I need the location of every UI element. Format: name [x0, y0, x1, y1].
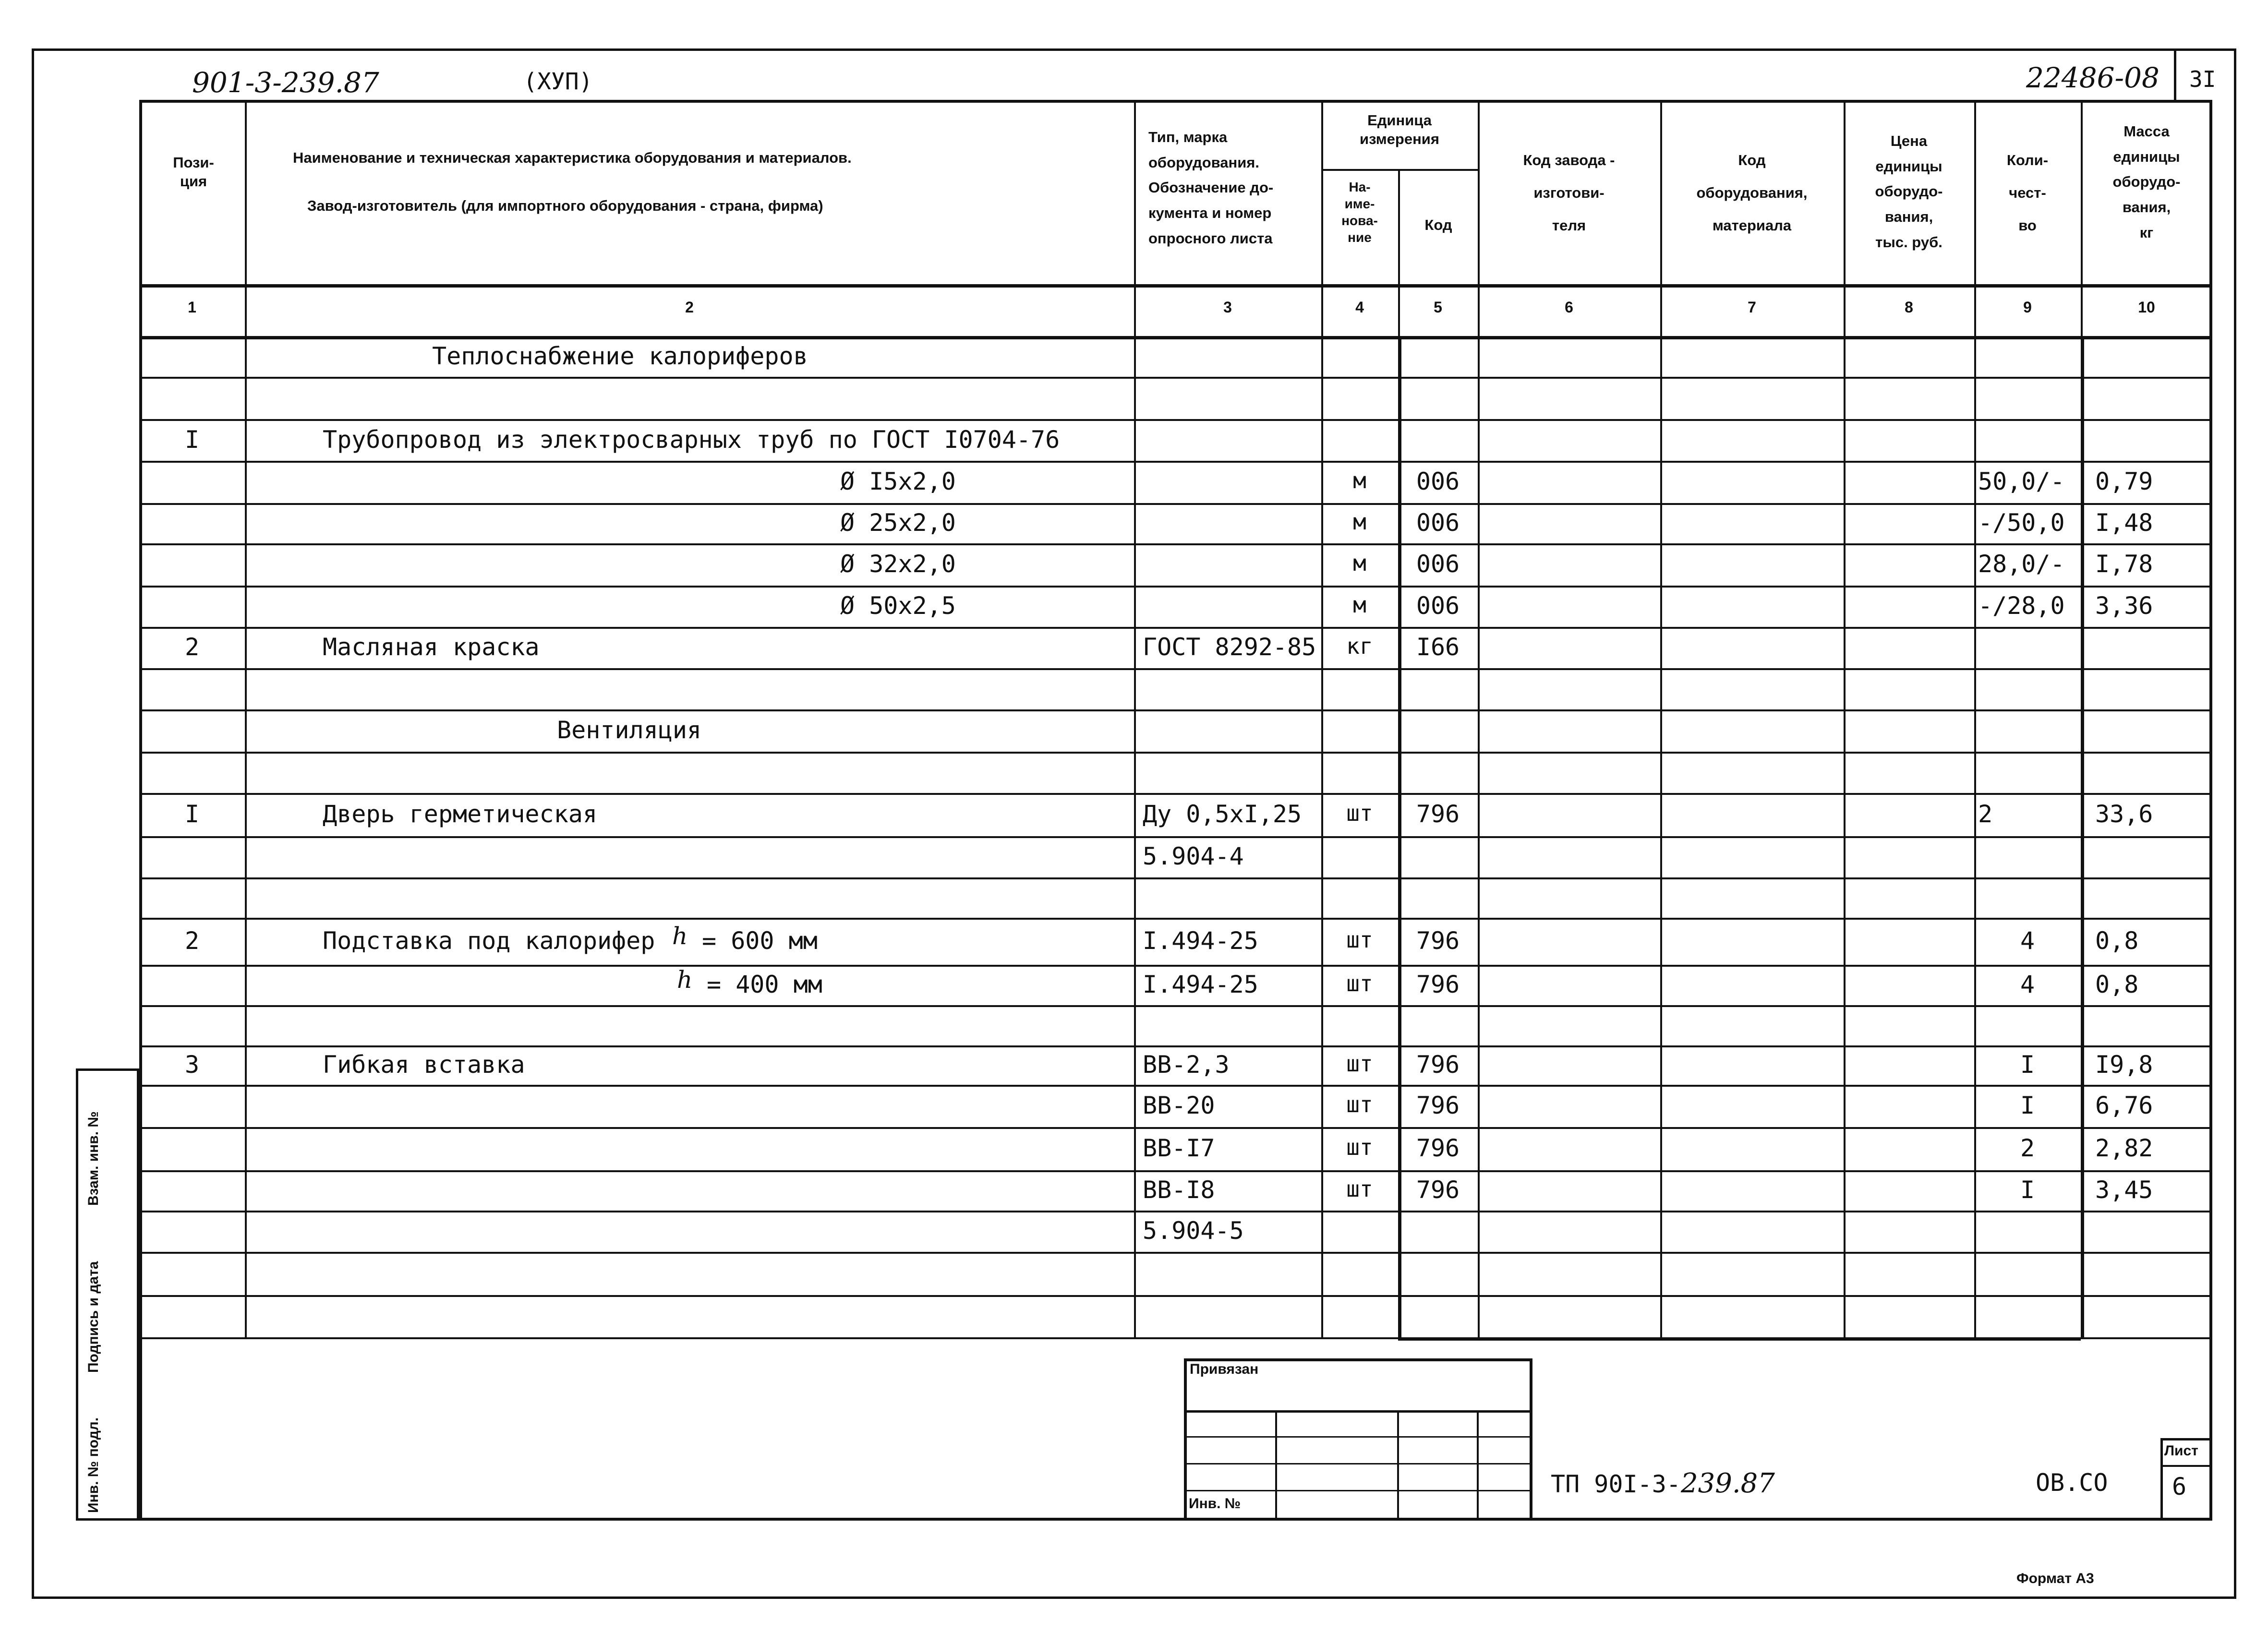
unit-code-cell: 796: [1416, 1176, 1460, 1204]
h-symbol: h: [672, 922, 688, 950]
grid-line: [139, 377, 2212, 379]
grid-line: [139, 461, 2212, 463]
quantity-cell: 2: [1978, 800, 1993, 828]
grid-line: [139, 503, 2212, 505]
type-cell: ВВ-20: [1143, 1092, 1215, 1119]
unit-code-cell: 796: [1416, 971, 1460, 998]
column-number: 9: [2023, 299, 2032, 316]
item-name: Теплоснабжение калориферов: [432, 342, 808, 370]
unit-code-cell: 006: [1416, 468, 1460, 495]
stamp-document-prefix: ТП 90I-3-: [1551, 1470, 1681, 1498]
grid-line: [139, 1045, 2212, 1047]
unit-cell: шт: [1346, 971, 1373, 996]
stamp-mark: ОВ.СО: [2036, 1469, 2108, 1497]
position-cell: I: [184, 425, 200, 454]
side-label-replaced-inv: Взам. инв. №: [85, 1111, 101, 1206]
grid-line: [139, 836, 2212, 838]
header-mass: Масса единицы оборудо- вания, кг: [2112, 123, 2181, 241]
quantity-cell: I: [2020, 1051, 2035, 1079]
header-position: Пози- ция: [173, 154, 214, 190]
column-number: 8: [1905, 299, 1913, 316]
mass-cell: 0,8: [2095, 927, 2139, 955]
quantity-cell: I: [2020, 1176, 2035, 1204]
header-unit-group: Единица измерения: [1360, 112, 1439, 147]
item-name: Ø I5x2,0: [840, 468, 956, 495]
stamp-line: [1477, 1410, 1479, 1521]
side-label-original-inv: Инв. № подл.: [85, 1417, 101, 1513]
grid-line: [139, 1005, 2212, 1007]
stamp-line: [1530, 1358, 1532, 1521]
quantity-cell: 50,0/-: [1978, 468, 2065, 495]
unit-cell: м: [1353, 592, 1366, 618]
quantity-cell: 2: [2020, 1134, 2035, 1162]
column-number: 5: [1434, 299, 1442, 316]
header-unit-code: Код: [1424, 216, 1452, 233]
quantity-cell: -/50,0: [1978, 509, 2065, 537]
mass-cell: 6,76: [2095, 1092, 2153, 1119]
item-name: Ø 25x2,0: [840, 509, 956, 537]
mass-cell: 2,82: [2095, 1134, 2153, 1162]
position-cell: I: [184, 800, 200, 828]
unit-code-cell: 006: [1416, 592, 1460, 620]
grid-line: [139, 877, 2212, 879]
page-number: 3I: [2189, 66, 2216, 92]
grid-line: [139, 1170, 2212, 1172]
position-cell: 2: [184, 927, 200, 955]
unit-code-cell: 796: [1416, 927, 1460, 955]
height-value: = 600 мм: [702, 927, 818, 955]
unit-cell: м: [1353, 468, 1366, 493]
type-cell: 5.904-5: [1143, 1217, 1244, 1245]
type-cell: 5.904-4: [1143, 842, 1244, 870]
grid-line: [245, 100, 247, 1337]
grid-line: [139, 1085, 2212, 1087]
quantity-cell: 4: [2020, 971, 2035, 998]
grid-line: [139, 752, 2212, 754]
item-name: Ø 50x2,5: [840, 592, 956, 620]
unit-code-cell: 006: [1416, 550, 1460, 578]
grid-line: [1844, 100, 1846, 1337]
unit-code-cell: 006: [1416, 509, 1460, 537]
grid-line: [139, 543, 2212, 545]
position-cell: 2: [184, 633, 200, 661]
item-name: Подставка под калорифер: [323, 927, 655, 955]
unit-cell: шт: [1346, 800, 1373, 826]
grid-line: [139, 419, 2212, 421]
column-number: 6: [1565, 299, 1573, 316]
unit-code-cell: 796: [1416, 1092, 1460, 1119]
column-number: 1: [188, 299, 196, 316]
grid-line: [139, 793, 2212, 795]
grid-line: [139, 1127, 2212, 1129]
column-number: 10: [2138, 299, 2155, 316]
header-name-line1: Наименование и техническая характеристика оборудования и материалов.: [293, 149, 852, 166]
grid-line: [139, 284, 2212, 288]
column-number: 4: [1355, 299, 1364, 316]
project-code: 901-3-239.87: [192, 66, 379, 99]
mass-cell: I,78: [2095, 550, 2153, 578]
grid-line: [1398, 1337, 2081, 1341]
header-quantity: Коли- чест- во: [2006, 152, 2049, 234]
unit-cell: шт: [1346, 1134, 1373, 1160]
header-name-line2: Завод-изготовитель (для импортного оборудования - страна, фирма): [307, 197, 823, 214]
type-cell: ГОСТ 8292-85: [1143, 633, 1316, 661]
grid-line: [139, 627, 2212, 629]
stamp-line: [2160, 1465, 2212, 1467]
type-cell: ВВ-2,3: [1143, 1051, 1230, 1079]
unit-cell: шт: [1346, 1092, 1373, 1117]
unit-code-cell: 796: [1416, 1134, 1460, 1162]
stamp-line: [1397, 1410, 1399, 1521]
stamp-sheet-label: Лист: [2164, 1443, 2198, 1459]
unit-cell: шт: [1346, 927, 1373, 953]
stamp-line: [2160, 1438, 2163, 1521]
grid-line: [139, 1211, 2212, 1212]
type-cell: I.494-25: [1143, 971, 1258, 998]
grid-line: [139, 586, 2212, 588]
grid-line: [139, 709, 2212, 711]
unit-cell: шт: [1346, 1051, 1373, 1077]
quantity-cell: -/28,0: [1978, 592, 2065, 620]
unit-code-cell: I66: [1416, 633, 1460, 661]
quantity-cell: 4: [2020, 927, 2035, 955]
grid-line: [2081, 336, 2084, 1337]
grid-line: [139, 668, 2212, 670]
item-name: Дверь герметическая: [323, 800, 597, 828]
h-symbol: h: [677, 966, 693, 994]
quantity-cell: I: [2020, 1092, 2035, 1119]
item-name: Вентиляция: [557, 716, 702, 744]
grid-line: [1134, 100, 1136, 1337]
column-number: 7: [1748, 299, 1756, 316]
grid-line: [139, 918, 2212, 920]
height-value: = 400 мм: [707, 971, 822, 998]
unit-cell: м: [1353, 509, 1366, 535]
grid-line: [139, 965, 2212, 967]
type-cell: ВВ-I8: [1143, 1176, 1215, 1204]
position-cell: 3: [184, 1051, 200, 1079]
type-cell: ВВ-I7: [1143, 1134, 1215, 1162]
item-name: Трубопровод из электросварных труб по ГОСТ I0704-76: [323, 425, 1060, 454]
archive-number: 22486-08: [2026, 61, 2159, 94]
stamp-document-code: [1551, 1468, 1775, 1499]
mass-cell: I9,8: [2095, 1051, 2153, 1079]
item-name: Гибкая вставка: [323, 1051, 525, 1079]
unit-cell: м: [1353, 550, 1366, 576]
quantity-cell: 28,0/-: [1978, 550, 2065, 578]
stamp-line: [2160, 1438, 2212, 1440]
stamp-sheet-number: 6: [2172, 1473, 2187, 1500]
stamp-linked-label: Привязан: [1190, 1361, 1259, 1377]
unit-cell: кг: [1346, 633, 1373, 659]
header-equipment-code: Код оборудования, материала: [1696, 152, 1808, 234]
unit-cell: шт: [1346, 1176, 1373, 1202]
mass-cell: 0,8: [2095, 971, 2139, 998]
format-label: Формат А3: [2016, 1571, 2094, 1586]
grid-line: [139, 1252, 2212, 1254]
type-cell: I.494-25: [1143, 927, 1258, 955]
side-label-signature-date: Подпись и дата: [85, 1261, 101, 1373]
grid-line: [1660, 100, 1662, 1337]
stamp-line: [1184, 1358, 1187, 1521]
mass-cell: 33,6: [2095, 800, 2153, 828]
header-unit-name: На- име- нова- ние: [1341, 180, 1378, 245]
item-name: Масляная краска: [323, 633, 540, 661]
type-cell: Ду 0,5xI,25: [1143, 800, 1302, 828]
grid-line: [1478, 100, 1480, 1337]
item-name: Ø 32x2,0: [840, 550, 956, 578]
unit-code-cell: 796: [1416, 1051, 1460, 1079]
section-label: (ХУП): [523, 68, 593, 95]
column-number: 2: [685, 299, 694, 316]
grid-line: [139, 336, 2212, 339]
stamp-line: [1275, 1410, 1277, 1521]
header-price: Цена единицы оборудо- вания, тыс. руб.: [1875, 132, 1943, 251]
mass-cell: 3,45: [2095, 1176, 2153, 1204]
header-type: Тип, марка оборудования. Обозначение до- кумента и номер опросного листа: [1148, 129, 1274, 247]
header-factory-code: Код завода - изготови- теля: [1523, 152, 1615, 234]
stamp-inventory-label: Инв. №: [1189, 1496, 1241, 1512]
mass-cell: I,48: [2095, 509, 2153, 537]
column-number: 3: [1223, 299, 1232, 316]
stamp-document-suffix: 239.87: [1680, 1468, 1775, 1499]
grid-line: [139, 1295, 2212, 1297]
mass-cell: 0,79: [2095, 468, 2153, 495]
unit-code-cell: 796: [1416, 800, 1460, 828]
mass-cell: 3,36: [2095, 592, 2153, 620]
